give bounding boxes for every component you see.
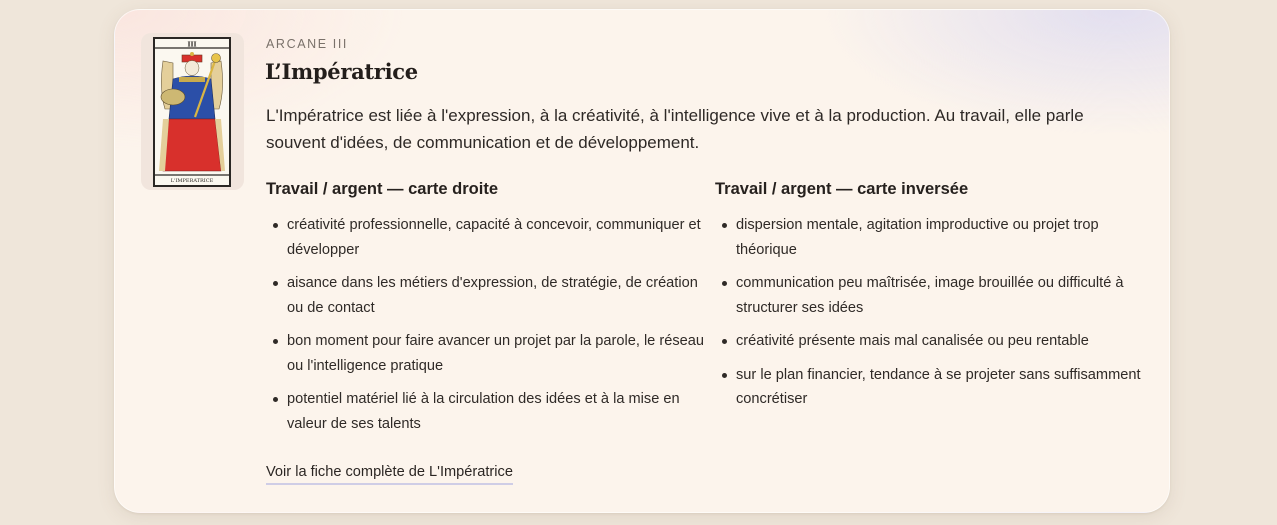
- upright-list: [266, 213, 706, 436]
- list-item: créativité professionnelle, capacité à concevoir, communiquer et développer: [266, 213, 706, 262]
- tarot-card-thumbnail: [141, 33, 244, 190]
- list-item: créativité présente mais mal canalisée ou peu rentable: [715, 329, 1155, 354]
- list-item: potentiel matériel lié à la circulation des idées et à la mise en valeur de ses talents: [266, 387, 706, 436]
- upright-section: [266, 180, 706, 445]
- list-item: bon moment pour faire avancer un projet par la parole, le réseau ou l'intelligence pratique: [266, 329, 706, 378]
- list-item: dispersion mentale, agitation improductive ou projet trop théorique: [715, 213, 1155, 262]
- tarot-card-image: [153, 37, 231, 187]
- list-item: communication peu maîtrisée, image brouillée ou difficulté à structurer ses idées: [715, 271, 1155, 320]
- reversed-heading: Travail / argent — carte inversée: [715, 180, 969, 198]
- list-item: aisance dans les métiers d'expression, de stratégie, de création ou de contact: [266, 271, 706, 320]
- full-card-link[interactable]: Voir la fiche complète de L'Impératrice: [266, 462, 513, 485]
- upright-heading: Travail / argent — carte droite: [266, 180, 498, 198]
- reversed-section: [715, 180, 1155, 421]
- arcana-number: ARCANE III: [266, 37, 348, 51]
- list-item: sur le plan financier, tendance à se projeter sans suffisamment concrétiser: [715, 363, 1155, 412]
- reversed-list: [715, 213, 1155, 412]
- svg-text:III: III: [187, 40, 197, 49]
- card-title: L’Impératrice: [265, 59, 418, 84]
- svg-text:L'IMPERATRICE: L'IMPERATRICE: [170, 178, 214, 184]
- empress-illustration-icon: [155, 39, 229, 185]
- card-intro: L'Impératrice est liée à l'expression, à la créativité, à l'intelligence vive et à la production. Au travail, elle parle souvent d'idées, de communication et de développement.: [266, 106, 1084, 152]
